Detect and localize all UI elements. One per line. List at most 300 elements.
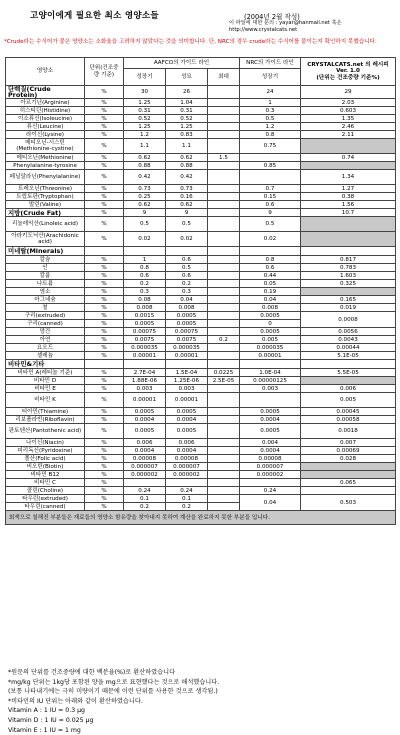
nrc-growth-cell: 9 [240, 209, 301, 217]
unit-cell: % [85, 272, 124, 280]
aafco-max-cell [208, 107, 240, 115]
aafco-growth-cell: 2.7E-04 [124, 369, 166, 377]
nrc-growth-cell: 0.0004 [240, 447, 301, 455]
crystal-cell [301, 487, 396, 495]
nrc-growth-cell: 0.003 [240, 385, 301, 393]
aafco-max-cell [208, 86, 240, 99]
crystal-cell [301, 288, 396, 296]
table-row [6, 264, 396, 272]
aafco-max-cell [208, 193, 240, 201]
table-row [6, 336, 396, 344]
nrc-growth-cell: 0 [240, 320, 301, 328]
unit-cell: % [85, 115, 124, 123]
table-row [6, 424, 396, 439]
aafco-max-cell [208, 209, 240, 217]
nutrient-name: 비타민 A(레티놀 기준) [6, 369, 85, 377]
nutrient-name: 비타민 D [6, 377, 85, 385]
unit-cell: % [85, 209, 124, 217]
empty-cell [301, 360, 396, 369]
aafco-max-cell: 0.0225 [208, 369, 240, 377]
nutrient-name: 트립토판(Tryptophan) [6, 193, 85, 201]
aafco-growth-cell: 0.31 [124, 107, 166, 115]
table-row [6, 369, 396, 377]
aafco-max-cell [208, 328, 240, 336]
unit-cell: % [85, 344, 124, 352]
table-row [6, 377, 396, 385]
nutrient-name: 류신(Leucine) [6, 123, 85, 131]
aafco-adult-cell: 1.25 [166, 123, 208, 131]
nrc-growth-cell: 24 [240, 86, 301, 99]
nutrient-table [5, 57, 396, 525]
crystal-cell: 10.7 [301, 209, 396, 217]
aafco-adult-cell: 0.42 [166, 170, 208, 185]
aafco-growth-cell: 0.0004 [124, 447, 166, 455]
table-row [6, 296, 396, 304]
aafco-growth-cell: 0.000035 [124, 344, 166, 352]
nrc-growth-cell: 0.008 [240, 304, 301, 312]
nutrient-name: 철 [6, 304, 85, 312]
header-aafco: AAFCO의 가이드 라인 [124, 58, 240, 69]
nutrient-name: 요오드 [6, 344, 85, 352]
nrc-growth-cell: 1.2 [240, 123, 301, 131]
aafco-growth-cell: 0.88 [124, 162, 166, 170]
unit-cell: % [85, 336, 124, 344]
aafco-adult-cell: 1.04 [166, 99, 208, 107]
aafco-max-cell [208, 123, 240, 131]
nutrient-name: 비타민 B12 [6, 471, 85, 479]
nutrient-name: 비오틴(Biotin) [6, 463, 85, 471]
nrc-growth-cell: 0.04 [240, 495, 301, 511]
footnotes [8, 668, 393, 735]
nutrient-name: 판토텐산(Pantothenic acid) [6, 424, 85, 439]
crystal-cell: 0.603 [301, 107, 396, 115]
empty-cell [124, 360, 166, 369]
table-row [6, 170, 396, 185]
aafco-adult-cell: 0.2 [166, 503, 208, 511]
crystal-cell: 0.783 [301, 264, 396, 272]
nrc-growth-cell: 0.004 [240, 439, 301, 447]
aafco-growth-cell: 0.0005 [124, 320, 166, 328]
nutrient-name: 나이신(Niacin) [6, 439, 85, 447]
crystal-cell: 1.35 [301, 115, 396, 123]
unit-cell: % [85, 288, 124, 296]
header-unit: 단위(건조중량 기준) [85, 58, 124, 86]
aafco-growth-cell: 1.25 [124, 99, 166, 107]
aafco-max-cell [208, 352, 240, 360]
nutrient-name: 아연 [6, 336, 85, 344]
unit-cell: % [85, 424, 124, 439]
aafco-growth-cell: 0.2 [124, 280, 166, 288]
unit-cell: % [85, 280, 124, 288]
nutrient-name: 콜린(Choline) [6, 487, 85, 495]
aafco-growth-cell: 0.00075 [124, 328, 166, 336]
aafco-adult-cell: 0.00001 [166, 393, 208, 408]
nutrient-name: 메티오닌-시스틴(Methionine-cystine) [6, 139, 85, 154]
table-row [6, 447, 396, 455]
aafco-adult-cell: 0.16 [166, 193, 208, 201]
footnote-line: Vitamin D : 1 IU = 0.025 μg [8, 716, 94, 724]
aafco-max-cell [208, 296, 240, 304]
aafco-adult-cell: 0.02 [166, 232, 208, 247]
crystal-cell: 2.03 [301, 99, 396, 107]
unit-cell: % [85, 416, 124, 424]
aafco-growth-cell: 0.0005 [124, 424, 166, 439]
unit-cell: % [85, 463, 124, 471]
table-row [6, 139, 396, 154]
table-row [6, 416, 396, 424]
nutrient-name: 티아민(Thiamine) [6, 408, 85, 416]
nrc-growth-cell: 0.8 [240, 256, 301, 264]
aafco-max-cell [208, 131, 240, 139]
nrc-growth-cell [240, 154, 301, 162]
unit-cell: % [85, 369, 124, 377]
nrc-growth-cell: 0.0004 [240, 416, 301, 424]
nrc-growth-cell: 0.00000125 [240, 377, 301, 385]
aafco-adult-cell: 0.88 [166, 162, 208, 170]
aafco-growth-cell: 0.000007 [124, 463, 166, 471]
crystal-cell [301, 463, 396, 471]
nutrient-table-body [6, 58, 396, 525]
table-row [6, 471, 396, 479]
aafco-growth-cell: 0.0075 [124, 336, 166, 344]
nutrient-name: 폴산(Folic acid) [6, 455, 85, 463]
table-row [6, 232, 396, 247]
table-row [6, 328, 396, 336]
aafco-growth-cell: 0.2 [124, 503, 166, 511]
nutrient-name: 메티오닌(Methionine) [6, 154, 85, 162]
unit-cell: % [85, 408, 124, 416]
footnote-line: (보통 나타내기에는 극히 미량이기 때문에 이런 단위를 사용한 것으로 생각됨.) [8, 688, 218, 696]
table-row [6, 154, 396, 162]
aafco-adult-cell: 0.24 [166, 487, 208, 495]
crystal-cell: 0.00058 [301, 416, 396, 424]
footnote-line: Vitamin A : 1 IU = 0.3 μg [8, 707, 85, 715]
crystal-cell: 0.007 [301, 439, 396, 447]
aafco-max-cell: 2.5E-05 [208, 377, 240, 385]
table-footer-row [6, 511, 396, 525]
table-row [6, 455, 396, 463]
aafco-max-cell: 0.2 [208, 336, 240, 344]
aafco-growth-cell: 0.8 [124, 264, 166, 272]
aafco-max-cell [208, 447, 240, 455]
unit-cell: % [85, 185, 124, 193]
nrc-growth-cell: 0.0005 [240, 328, 301, 336]
crystal-cell: 0.325 [301, 280, 396, 288]
section-row [6, 360, 396, 369]
crystal-cell: 0.0018 [301, 424, 396, 439]
aafco-adult-cell: 0.00008 [166, 455, 208, 463]
aafco-adult-cell: 0.3 [166, 288, 208, 296]
aafco-adult-cell: 0.000002 [166, 471, 208, 479]
unit-cell: % [85, 232, 124, 247]
aafco-max-cell [208, 479, 240, 487]
unit-cell: % [85, 487, 124, 495]
nutrient-name: 비타민 C [6, 479, 85, 487]
aafco-adult-cell: 0.0005 [166, 408, 208, 416]
crystal-cell: 0.0043 [301, 336, 396, 344]
crystal-cell: 29 [301, 86, 396, 99]
aafco-max-cell [208, 264, 240, 272]
aafco-growth-cell: 30 [124, 86, 166, 99]
table-row [6, 272, 396, 280]
aafco-adult-cell: 0.04 [166, 296, 208, 304]
crystal-cell [301, 139, 396, 154]
nutrient-name: 칼슘 [6, 256, 85, 264]
unit-cell: % [85, 154, 124, 162]
nrc-growth-cell [240, 170, 301, 185]
section-row [6, 247, 396, 256]
aafco-adult-cell: 0.000035 [166, 344, 208, 352]
nutrient-name: 히스티딘(Histidine) [6, 107, 85, 115]
nrc-growth-cell: 1 [240, 99, 301, 107]
unit-cell: % [85, 328, 124, 336]
aafco-growth-cell: 0.0004 [124, 416, 166, 424]
aafco-max-cell [208, 99, 240, 107]
aafco-growth-cell: 0.0015 [124, 312, 166, 320]
section-label: 미네랄(Minerals) [6, 247, 85, 256]
crystal-cell: 5.1E-05 [301, 352, 396, 360]
aafco-adult-cell: 0.5 [166, 217, 208, 232]
aafco-growth-cell: 0.25 [124, 193, 166, 201]
table-row [6, 344, 396, 352]
nrc-growth-cell: 0.15 [240, 193, 301, 201]
aafco-max-cell [208, 416, 240, 424]
aafco-adult-cell: 0.62 [166, 154, 208, 162]
crystal-cell: 0.165 [301, 296, 396, 304]
nutrient-name: 염소 [6, 288, 85, 296]
empty-cell [240, 247, 301, 256]
aafco-adult-cell: 26 [166, 86, 208, 99]
unit-cell: % [85, 256, 124, 264]
nrc-growth-cell: 0.0005 [240, 312, 301, 320]
crystal-cell: 5.5E-05 [301, 369, 396, 377]
header-adult: 성묘 [166, 69, 208, 86]
aafco-adult-cell: 0.0004 [166, 416, 208, 424]
crystal-cell: 0.005 [301, 393, 396, 408]
empty-cell [124, 247, 166, 256]
aafco-growth-cell: 1 [124, 256, 166, 264]
table-row [6, 256, 396, 264]
table-row [6, 479, 396, 487]
aafco-max-cell [208, 139, 240, 154]
aafco-adult-cell [166, 479, 208, 487]
aafco-max-cell [208, 115, 240, 123]
table-row [6, 217, 396, 232]
contact-line: http://www.crystalcats.net [229, 26, 298, 33]
empty-cell [301, 247, 396, 256]
crystal-cell [301, 162, 396, 170]
aafco-growth-cell: 1.25 [124, 123, 166, 131]
table-row [6, 123, 396, 131]
table-row [6, 185, 396, 193]
crystal-cell: 2.11 [301, 131, 396, 139]
aafco-max-cell [208, 471, 240, 479]
aafco-growth-cell: 9 [124, 209, 166, 217]
table-header-row [6, 58, 396, 69]
aafco-growth-cell: 0.5 [124, 217, 166, 232]
unit-cell: % [85, 131, 124, 139]
empty-cell [240, 360, 301, 369]
aafco-adult-cell: 1.25E-06 [166, 377, 208, 385]
unit-cell: % [85, 170, 124, 185]
crystal-cell: 0.028 [301, 455, 396, 463]
crystal-cell: 2.46 [301, 123, 396, 131]
nutrient-name: 타우린(canned) [6, 503, 85, 511]
table-row [6, 86, 396, 99]
unit-cell: % [85, 162, 124, 170]
nutrient-name: 타우린(extruded) [6, 495, 85, 503]
table-row [6, 201, 396, 209]
table-row [6, 439, 396, 447]
crystal-cell [301, 471, 396, 479]
table-row [6, 193, 396, 201]
unit-cell: % [85, 264, 124, 272]
crystal-cell: 0.00044 [301, 344, 396, 352]
crystal-cell: 1.27 [301, 185, 396, 193]
nutrient-name: 리보플라빈(Riboflavin) [6, 416, 85, 424]
aafco-max-cell [208, 424, 240, 439]
unit-cell: % [85, 471, 124, 479]
nutrient-name: 망간 [6, 328, 85, 336]
empty-cell [208, 247, 240, 256]
aafco-adult-cell: 0.00075 [166, 328, 208, 336]
crystal-cell: 0.065 [301, 479, 396, 487]
contact-line: 이 파일에 대한 문의 : yayar@hanmail.net 혹은 [229, 20, 342, 26]
unit-cell: % [85, 503, 124, 511]
aafco-growth-cell: 1.88E-06 [124, 377, 166, 385]
aafco-max-cell [208, 256, 240, 264]
nrc-growth-cell: 0.6 [240, 201, 301, 209]
unit-cell: % [85, 320, 124, 328]
aafco-adult-cell: 0.0004 [166, 447, 208, 455]
nutrient-name: 리놀레익산(Linoleic acid) [6, 217, 85, 232]
nrc-growth-cell: 0.5 [240, 115, 301, 123]
aafco-growth-cell: 0.006 [124, 439, 166, 447]
aafco-max-cell [208, 393, 240, 408]
aafco-max-cell [208, 503, 240, 511]
unit-cell: % [85, 352, 124, 360]
table-row [6, 408, 396, 416]
nrc-growth-cell: 0.44 [240, 272, 301, 280]
aafco-growth-cell: 0.008 [124, 304, 166, 312]
crystal-cell [301, 377, 396, 385]
empty-cell [85, 360, 124, 369]
aafco-max-cell [208, 439, 240, 447]
crystal-cell: 0.0056 [301, 328, 396, 336]
crystal-cell: 1.56 [301, 201, 396, 209]
aafco-adult-cell: 1.1 [166, 139, 208, 154]
section-label: 비타민&기타 [6, 360, 85, 369]
aafco-max-cell [208, 320, 240, 328]
aafco-adult-cell: 9 [166, 209, 208, 217]
footnote-line: *원문의 단위를 건조중량에 대한 백분율(%)로 환산하였습니다 [8, 669, 176, 676]
nrc-growth-cell: 0.75 [240, 139, 301, 154]
document-header [0, 0, 400, 40]
nutrient-name: 페닐알라닌(Phenylalanine) [6, 170, 85, 185]
crystal-cell [301, 232, 396, 247]
table-row [6, 304, 396, 312]
header-nrc: NRC의 가이드 라인 [240, 58, 301, 69]
header-crystal-title: CRYSTALCATS.net 의 레시피 Ver. 1.0 [307, 62, 389, 75]
nutrient-name: 아라키도닉산(Arachidonic acid) [6, 232, 85, 247]
aafco-max-cell [208, 312, 240, 320]
aafco-max-cell [208, 232, 240, 247]
aafco-adult-cell: 0.5 [166, 264, 208, 272]
nutrient-name: 마그네슘 [6, 296, 85, 304]
unit-cell: % [85, 495, 124, 503]
nrc-growth-cell: 1.0E-04 [240, 369, 301, 377]
footnote-line: Vitamin E : 1 IU = 1 mg [8, 726, 81, 734]
nrc-growth-cell: 0.000002 [240, 471, 301, 479]
aafco-max-cell [208, 487, 240, 495]
aafco-growth-cell: 1.1 [124, 139, 166, 154]
table-row [6, 99, 396, 107]
header-crystal [301, 58, 396, 86]
gray-cell-note: 회색으로 칠해진 부분들은 재료들의 영양소 함유량을 찾아내지 못하여 계산을 완료하지 못한 부분들 입니다. [6, 511, 396, 525]
nrc-growth-cell: 0.00008 [240, 455, 301, 463]
unit-cell: % [85, 393, 124, 408]
aafco-adult-cell: 0.1 [166, 495, 208, 503]
crystal-cell: 0.503 [301, 495, 396, 511]
nrc-growth-cell: 0.24 [240, 487, 301, 495]
nutrient-name: 발린(Valine) [6, 201, 85, 209]
unit-cell: % [85, 439, 124, 447]
nrc-growth-cell [240, 479, 301, 487]
crystal-cell: 1.34 [301, 170, 396, 185]
aafco-max-cell [208, 463, 240, 471]
nutrient-name: 나트륨 [6, 280, 85, 288]
aafco-growth-cell: 0.24 [124, 487, 166, 495]
header-crystal-sub: (단위는 건조중량 기준%) [316, 74, 380, 81]
aafco-max-cell [208, 385, 240, 393]
aafco-growth-cell: 0.00001 [124, 352, 166, 360]
nrc-growth-cell: 0.00001 [240, 352, 301, 360]
nrc-growth-cell: 0.19 [240, 288, 301, 296]
nrc-growth-cell: 0.005 [240, 336, 301, 344]
table-row [6, 209, 396, 217]
header-max: 최대 [208, 69, 240, 86]
aafco-max-cell [208, 495, 240, 503]
aafco-adult-cell: 0.83 [166, 131, 208, 139]
table-row [6, 352, 396, 360]
nrc-growth-cell: 0.6 [240, 264, 301, 272]
crystal-cell: 0.38 [301, 193, 396, 201]
aafco-adult-cell: 0.62 [166, 201, 208, 209]
aafco-adult-cell: 0.6 [166, 272, 208, 280]
nrc-growth-cell: 0.0005 [240, 424, 301, 439]
aafco-adult-cell: 0.003 [166, 385, 208, 393]
nrc-growth-cell: 0.85 [240, 162, 301, 170]
table-row [6, 107, 396, 115]
unit-cell: % [85, 304, 124, 312]
unit-cell: % [85, 99, 124, 107]
aafco-max-cell [208, 280, 240, 288]
crude-notice: *Crude라는 수식어가 붙은 영양소는 소화율을 고려하지 않았다는 것을 의미합니다. 단, NRC의 경우 crude라는 수식어를 붙이는지 확인하지 못했습니다. [4, 39, 377, 45]
unit-cell: % [85, 447, 124, 455]
nutrient-name: 지방(Crude Fat) [6, 209, 85, 217]
aafco-max-cell [208, 455, 240, 463]
nutrient-name: 피리독신(Pyridoxine) [6, 447, 85, 455]
aafco-adult-cell: 0.0005 [166, 424, 208, 439]
unit-cell: % [85, 139, 124, 154]
nutrient-name: 이소류신(Isoleucine) [6, 115, 85, 123]
table-row [6, 162, 396, 170]
nutrient-name: Phenylalanine-tyrosine [6, 162, 85, 170]
table-row [6, 312, 396, 320]
aafco-growth-cell: 0.00008 [124, 455, 166, 463]
aafco-growth-cell: 0.62 [124, 154, 166, 162]
nutrient-name: 칼륨 [6, 272, 85, 280]
